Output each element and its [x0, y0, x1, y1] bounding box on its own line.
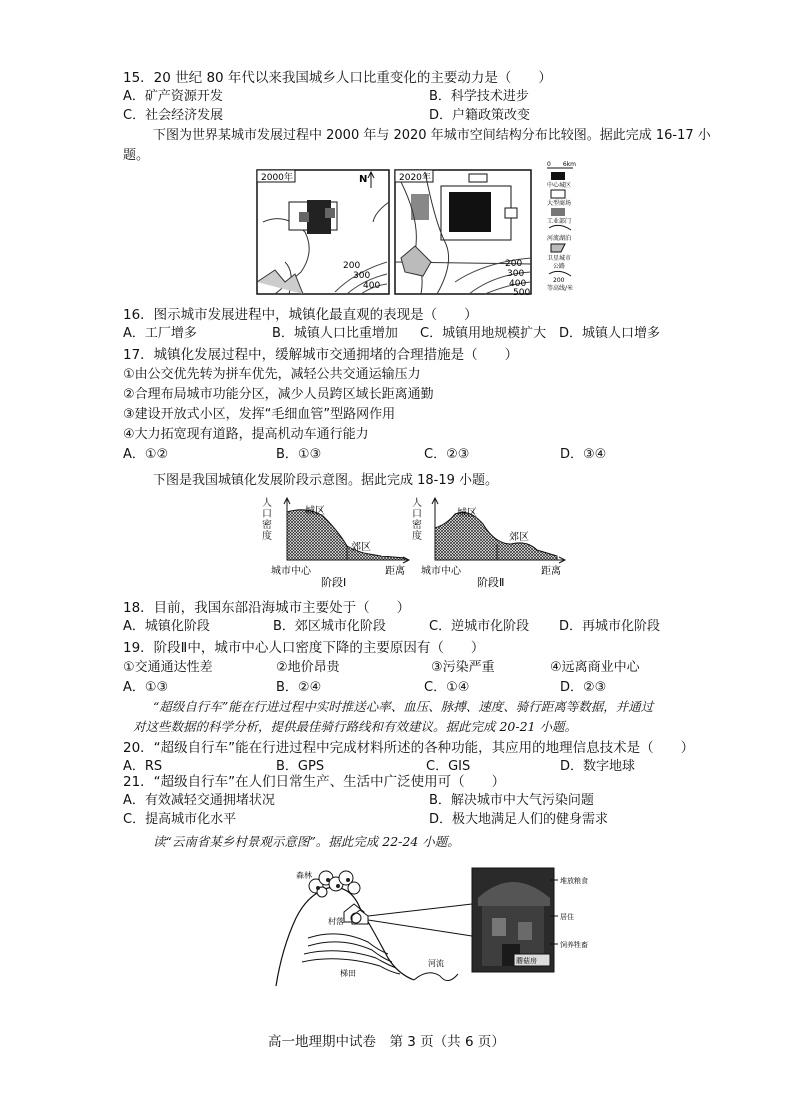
legend-contour: 等高线/米	[547, 285, 574, 292]
q18-option-b: B．郊区城市化阶段	[273, 619, 386, 634]
q21-option-b: B．解决城市中大气污染问题	[429, 793, 594, 808]
q17-option-c: C．②③	[424, 447, 470, 462]
q20-option-b: B．GPS	[276, 759, 325, 774]
intro-16-17-line1: 下图为世界某城市发展过程中 2000 年与 2020 年城市空间结构分布比较图。据此完成 16-17 小	[153, 128, 711, 143]
q17-option-b: B．①③	[276, 447, 322, 462]
north-label: N	[359, 174, 368, 185]
q16-stem: 16．图示城市发展进程中，城镇化最直观的表现是（ ）	[123, 307, 478, 323]
legend-industry: 工业部门	[547, 218, 572, 225]
page-footer: 高一地理期中试卷 第 3 页（共 6 页）	[268, 1034, 505, 1050]
q20-option-c: C．GIS	[426, 759, 471, 774]
label-terrace: 梯田	[340, 969, 356, 978]
legend-road: 公路	[553, 263, 566, 270]
q20-stem: 20．“超级自行车”能在行进过程中完成材料所述的各种功能，其应用的地理信息技术是（ ）	[123, 740, 695, 756]
q17-stem: 17．城镇化发展过程中，缓解城市交通拥堵的合理措施是（ ）	[123, 347, 519, 363]
contour-label-500: 500	[513, 288, 531, 298]
q19-statement-2: ②地价昂贵	[276, 660, 340, 675]
q21-stem: 21．“超级自行车”在人们日常生产、生活中广泛使用可（ ）	[123, 774, 506, 790]
intro-20-21-line2: 对这些数据的科学分析，提供最佳骑行路线和有效建议。据此完成 20-21 小题。	[133, 719, 577, 734]
intro-18-19: 下图是我国城镇化发展阶段示意图。据此完成 18-19 小题。	[153, 473, 499, 488]
q16-option-a: A．工厂增多	[123, 326, 197, 341]
q17-statement-2: ②合理布局城市功能分区，减少人员跨区域长距离通勤	[123, 387, 434, 402]
contour-label-300-a: 300	[353, 271, 371, 281]
label-forest: 森林	[296, 871, 312, 880]
legend-center: 中心城区	[547, 182, 572, 189]
q21-option-a: A．有效减轻交通拥堵状况	[123, 793, 275, 808]
contour-label-200-a: 200	[343, 261, 361, 271]
intro-22-24: 读“云南省某乡村景观示意图”。据此完成 22-24 小题。	[153, 834, 460, 849]
scale-label: 0 6km	[547, 161, 576, 168]
city-structure-figure	[255, 162, 575, 298]
q18-option-d: D．再城市化阶段	[559, 619, 661, 634]
village-landscape-figure	[268, 858, 588, 988]
legend-swatch-center	[551, 172, 565, 180]
legend-satellite: 卫星城市	[547, 255, 572, 262]
stage1-ylabel-vertical: 人口密度	[262, 498, 272, 542]
q19-option-c: C．①④	[424, 680, 470, 695]
stage2-ylabel-vertical: 人口密度	[412, 498, 422, 542]
q21-option-c: C．提高城市化水平	[123, 812, 237, 827]
intro-16-17-line2: 题。	[123, 148, 150, 163]
q17-statement-4: ④大力拓宽现有道路，提高机动车通行能力	[123, 427, 369, 442]
q16-option-d: D．城镇人口增多	[559, 326, 661, 341]
q21-option-d: D．极大地满足人们的健身需求	[429, 812, 609, 827]
panel-2020-title: 2020年	[399, 173, 431, 183]
contour-label-400-a: 400	[363, 281, 381, 291]
stage2-urban-label: 城区	[457, 508, 477, 519]
q19-option-a: A．①③	[123, 680, 169, 695]
label-store-grain: 堆放粮食	[560, 877, 588, 885]
stage2-distance-label: 距离	[541, 566, 561, 577]
q17-statement-3: ③建设开放式小区，发挥“毛细血管”型路网作用	[123, 407, 396, 422]
stage2-center-label: 城市中心	[421, 566, 461, 577]
label-river: 河流	[428, 959, 444, 968]
legend-contour-value: 200	[553, 277, 565, 284]
stage1-center-label: 城市中心	[271, 566, 311, 577]
stage1-distance-label: 距离	[385, 566, 405, 577]
q19-statement-4: ④远离商业中心	[550, 660, 640, 675]
q17-statement-1: ①由公交优先转为拼车优先，减轻公共交通运输压力	[123, 367, 421, 382]
q19-statement-1: ①交通通达性差	[123, 660, 213, 675]
stage1-label: 阶段Ⅰ	[321, 576, 347, 589]
q15-option-c: C．社会经济发展	[123, 108, 224, 123]
contour-label-200-b: 200	[505, 259, 523, 269]
label-living: 居住	[560, 913, 574, 921]
q18-stem: 18．目前，我国东部沿海城市主要处于（ ）	[123, 600, 411, 616]
q19-option-b: B．②④	[276, 680, 322, 695]
stage2-label: 阶段Ⅱ	[477, 576, 505, 589]
q15-option-b: B．科学技术进步	[429, 89, 529, 104]
legend-river: 河流湖泊	[547, 235, 572, 242]
label-village: 村落	[328, 917, 344, 926]
intro-20-21-line1: “超级自行车”能在行进过程中实时推送心率、血压、脉搏、速度、骑行距离等数据，并通过	[153, 699, 654, 714]
contour-label-400-b: 400	[509, 279, 527, 289]
q17-option-a: A．①②	[123, 447, 169, 462]
q15-stem: 15．20 世纪 80 年代以来我国城乡人口比重变化的主要动力是（ ）	[123, 70, 552, 86]
q15-option-d: D．户籍政策改变	[429, 108, 531, 123]
q19-statement-3: ③污染严重	[431, 660, 495, 675]
q20-option-a: A．RS	[123, 759, 163, 774]
panel-2000-title: 2000年	[261, 173, 293, 183]
q16-option-c: C．城镇用地规模扩大	[420, 326, 547, 341]
stage2-suburb-label: 郊区	[509, 532, 529, 543]
q17-option-d: D．③④	[560, 447, 607, 462]
stage1-suburb-label: 郊区	[351, 542, 371, 553]
q20-option-d: D．数字地球	[560, 759, 636, 774]
legend-mall: 大型商场	[547, 200, 572, 207]
contour-label-300-b: 300	[507, 269, 525, 279]
stage1-urban-label: 城区	[305, 506, 325, 517]
q18-option-a: A．城镇化阶段	[123, 619, 210, 634]
q18-option-c: C．逆城市化阶段	[429, 619, 530, 634]
label-livestock: 饲养牲畜	[560, 941, 588, 949]
q19-stem: 19．阶段Ⅱ中，城市中心人口密度下降的主要原因有（ ）	[123, 640, 485, 656]
label-mushroom-house: 蘑菇房	[516, 957, 537, 965]
q16-option-b: B．城镇人口比重增加	[272, 326, 398, 341]
q19-option-d: D．②③	[560, 680, 607, 695]
q15-option-a: A．矿产资源开发	[123, 89, 223, 104]
